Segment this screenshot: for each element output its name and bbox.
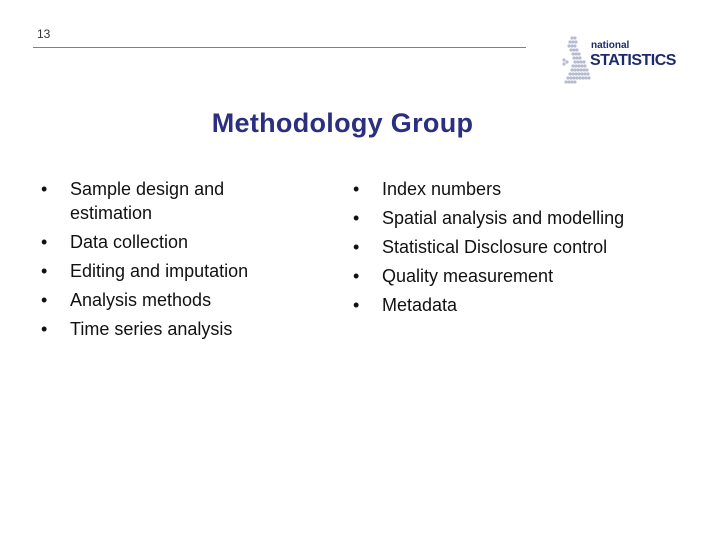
list-item (353, 235, 653, 259)
slide-number: 13 (37, 27, 51, 41)
list-item-text: Time series analysis (70, 319, 233, 339)
list-item-text: Metadata (382, 295, 458, 315)
bullet-icon: • (353, 266, 360, 286)
list-item-text: Sample design and estimation (70, 179, 225, 223)
bullet-icon: • (353, 237, 360, 257)
national-statistics-logo (560, 32, 695, 88)
list-item-text: Quality measurement (382, 266, 554, 286)
list-item-text: Data collection (70, 232, 189, 252)
list-item (353, 206, 653, 230)
bullet-icon: • (353, 179, 360, 199)
list-item-text: Spatial analysis and modelling (382, 208, 625, 228)
list-item-text: Index numbers (382, 179, 502, 199)
list-item (353, 177, 653, 201)
uk-map-logo-graphic (560, 32, 695, 88)
logo-text-statistics: STATISTICS (590, 52, 676, 69)
bullet-icon: • (41, 261, 48, 281)
left-bullet-list (41, 177, 291, 346)
bullet-icon: • (41, 232, 48, 252)
list-item (353, 264, 653, 288)
bullet-icon: • (41, 319, 48, 339)
bullet-icon: • (353, 208, 360, 228)
list-item-text: Analysis methods (70, 290, 212, 310)
list-item (353, 293, 653, 317)
list-item (41, 230, 291, 254)
list-item (41, 317, 291, 341)
bullet-icon: • (41, 290, 48, 310)
list-item (41, 259, 291, 283)
list-item (41, 288, 291, 312)
list-item-text: Editing and imputation (70, 261, 249, 281)
list-item-text: Statistical Disclosure control (382, 237, 608, 257)
logo-text-national: national (591, 40, 630, 51)
slide-title: Methodology Group (211, 108, 474, 138)
right-bullet-list (353, 177, 653, 322)
header-rule (33, 47, 526, 48)
bullet-icon: • (41, 179, 48, 199)
list-item (41, 177, 291, 225)
bullet-icon: • (353, 295, 360, 315)
